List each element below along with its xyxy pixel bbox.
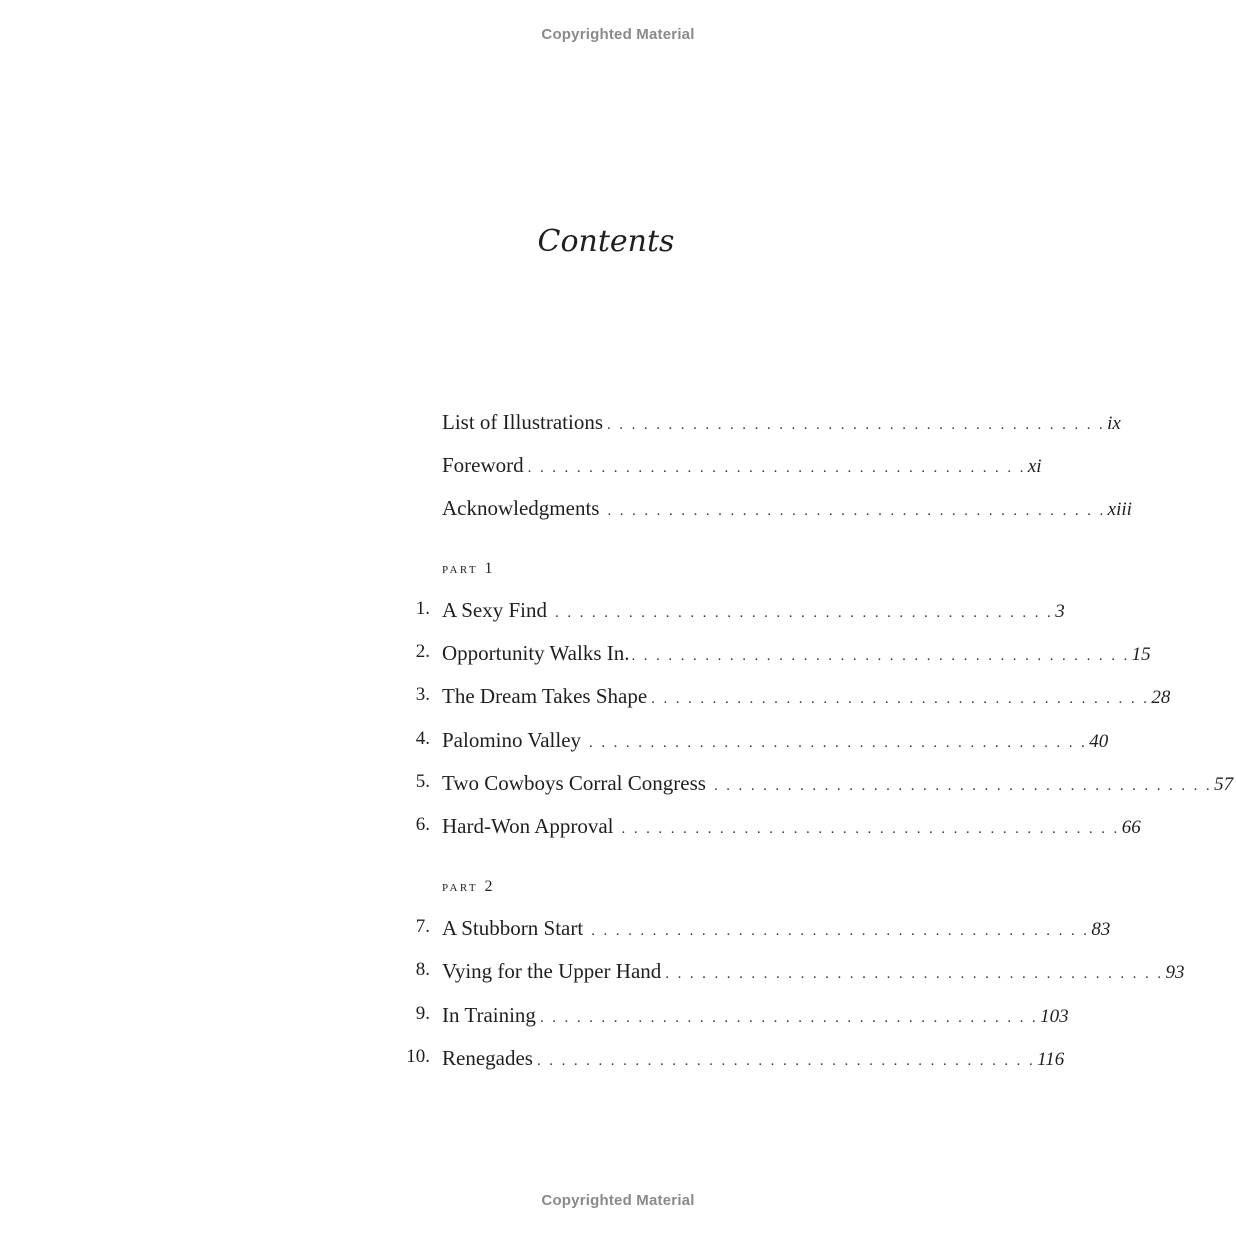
copyright-watermark-bottom: Copyrighted Material bbox=[541, 1192, 695, 1209]
leader-dots: . . . . . . . . . . . . . . . . . . . . . . . . . . . . . . . . . . . . . . . . . bbox=[536, 1053, 1036, 1069]
toc-chapter-1[interactable] bbox=[415, 598, 1065, 628]
toc-entry-page: 103 bbox=[1040, 1006, 1069, 1027]
toc-entry-page: 66 bbox=[1121, 817, 1141, 838]
leader-dots: . . . . . . . . . . . . . . . . . . . . . . . . . . . . . . . . . . . . . . . . . bbox=[539, 1010, 1039, 1026]
toc-entry-label: Two Cowboys Corral Congress bbox=[442, 771, 706, 795]
part-heading-1: part 1 bbox=[442, 560, 495, 577]
toc-entry-page: 93 bbox=[1165, 962, 1185, 983]
toc-entry-label: List of Illustrations bbox=[442, 410, 603, 434]
leader-dots: . . . . . . . . . . . . . . . . . . . . . . . . . . . . . . . . . . . . . . . . . bbox=[607, 503, 1106, 519]
toc-entry-page: ix bbox=[1107, 413, 1121, 434]
chapter-number: 3. bbox=[415, 684, 430, 705]
page-title: Contents bbox=[537, 224, 675, 259]
leader-dots: . . . . . . . . . . . . . . . . . . . . . . . . . . . . . . . . . . . . . . . . . bbox=[591, 923, 1090, 939]
toc-entry-label: Renegades bbox=[442, 1046, 533, 1070]
toc-chapter-4[interactable] bbox=[415, 728, 1109, 758]
toc-entry-label: The Dream Takes Shape bbox=[442, 684, 648, 708]
toc-chapter-2[interactable] bbox=[415, 641, 1151, 671]
toc-entry-page: 40 bbox=[1089, 731, 1109, 752]
chapter-number: 5. bbox=[415, 771, 430, 792]
toc-chapter-3[interactable] bbox=[415, 684, 1171, 714]
toc-chapter-7[interactable] bbox=[415, 916, 1111, 946]
toc-entry-label: Vying for the Upper Hand bbox=[442, 959, 662, 983]
chapter-number: 7. bbox=[415, 916, 430, 937]
toc-entry-label: A Sexy Find bbox=[442, 598, 548, 622]
toc-entry-page: xi bbox=[1027, 456, 1042, 477]
toc-entry-page: 3 bbox=[1055, 601, 1065, 622]
leader-dots: . . . . . . . . . . . . . . . . . . . . . . . . . . . . . . . . . . . . . . . . . bbox=[607, 417, 1106, 433]
toc-entry-label: Palomino Valley bbox=[442, 728, 582, 752]
toc-chapter-9[interactable] bbox=[415, 1003, 1069, 1033]
toc-chapter-10[interactable] bbox=[406, 1046, 1065, 1076]
part-heading-2: part 2 bbox=[442, 878, 495, 895]
toc-entry-label: In Training bbox=[442, 1003, 536, 1027]
toc-chapter-8[interactable] bbox=[415, 959, 1185, 989]
leader-dots: . . . . . . . . . . . . . . . . . . . . . . . . . . . . . . . . . . . . . . . . . bbox=[555, 605, 1054, 621]
chapter-number: 1. bbox=[415, 598, 430, 619]
leader-dots: . . . . . . . . . . . . . . . . . . . . . . . . . . . . . . . . . . . . . . . . . bbox=[589, 735, 1088, 751]
toc-entry-label: Acknowledgments bbox=[442, 496, 600, 520]
chapter-number: 6. bbox=[415, 814, 430, 835]
toc-entry-page: xiii bbox=[1107, 499, 1132, 520]
toc-entry-foreword[interactable] bbox=[442, 453, 1042, 483]
chapter-number: 8. bbox=[415, 959, 430, 980]
chapter-number: 2. bbox=[415, 641, 430, 662]
chapter-number: 10. bbox=[406, 1046, 430, 1067]
leader-dots: . . . . . . . . . . . . . . . . . . . . . . . . . . . . . . . . . . . . . . . . . bbox=[621, 821, 1120, 837]
toc-chapter-5[interactable] bbox=[415, 771, 1234, 801]
toc-entry-label: Hard-Won Approval bbox=[442, 814, 614, 838]
toc-entry-page: 83 bbox=[1091, 919, 1111, 940]
toc-entry-page: 116 bbox=[1037, 1049, 1065, 1070]
chapter-number: 9. bbox=[415, 1003, 430, 1024]
toc-entry-label: Opportunity Walks In. bbox=[442, 641, 630, 665]
toc-chapter-6[interactable] bbox=[415, 814, 1141, 844]
leader-dots: . . . . . . . . . . . . . . . . . . . . . . . . . . . . . . . . . . . . . . . . . bbox=[527, 460, 1026, 476]
toc-entry-list-of-illustrations[interactable] bbox=[442, 410, 1121, 440]
leader-dots: . . . . . . . . . . . . . . . . . . . . . . . . . . . . . . . . . . . . . . . . . bbox=[631, 648, 1130, 664]
leader-dots: . . . . . . . . . . . . . . . . . . . . . . . . . . . . . . . . . . . . . . . . . bbox=[713, 778, 1213, 794]
leader-dots: . . . . . . . . . . . . . . . . . . . . . . . . . . . . . . . . . . . . . . . . . bbox=[665, 966, 1164, 982]
leader-dots: . . . . . . . . . . . . . . . . . . . . . . . . . . . . . . . . . . . . . . . . . bbox=[651, 691, 1150, 707]
toc-entry-page: 57 bbox=[1214, 774, 1234, 795]
copyright-watermark-top: Copyrighted Material bbox=[541, 26, 695, 43]
toc-entry-page: 15 bbox=[1131, 644, 1151, 665]
toc-entry-acknowledgments[interactable] bbox=[442, 496, 1132, 526]
toc-entry-label: Foreword bbox=[442, 453, 524, 477]
toc-entry-page: 28 bbox=[1151, 687, 1171, 708]
chapter-number: 4. bbox=[415, 728, 430, 749]
toc-entry-label: A Stubborn Start bbox=[442, 916, 584, 940]
